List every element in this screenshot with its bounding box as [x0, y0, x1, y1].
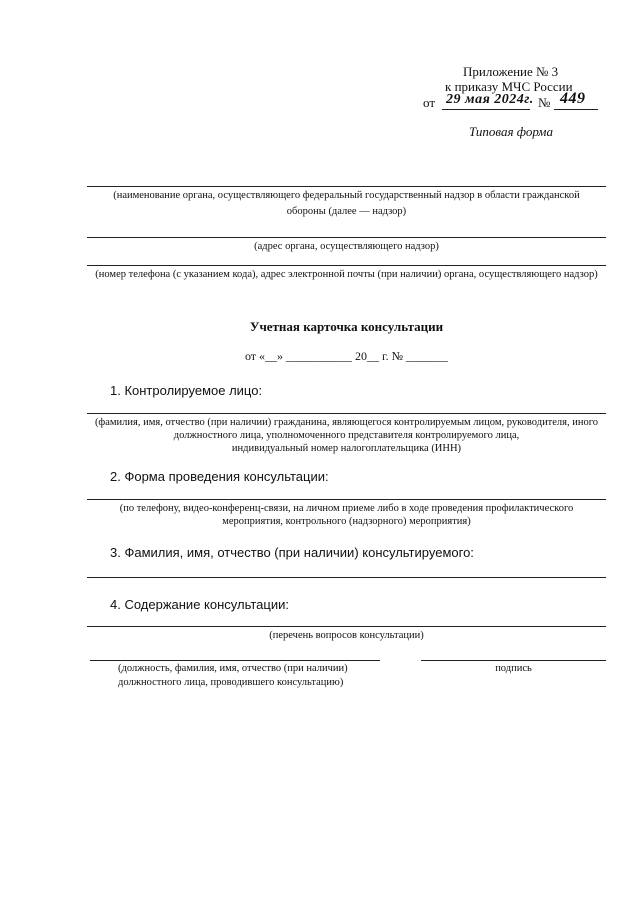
section-2-caption-2: мероприятия, контрольного (надзорного) мероприятия): [222, 516, 471, 527]
official-line: [90, 660, 380, 661]
order-date-underline: [442, 109, 530, 110]
form-type-label: Типовая форма: [469, 124, 553, 139]
organ-address-line: [87, 237, 606, 238]
section-2-line: [87, 499, 606, 500]
order-number-handwritten: 449: [560, 90, 586, 107]
organ-address-caption: (адрес органа, осуществляющего надзор): [254, 241, 439, 252]
signature-caption: подпись: [495, 663, 532, 674]
official-caption-1: (должность, фамилия, имя, отчество (при наличии): [118, 663, 348, 674]
order-date-handwritten: 29 мая 2024г.: [446, 92, 534, 107]
section-3-label: 3. Фамилия, имя, отчество (при наличии) консультируемого:: [110, 545, 474, 560]
section-2-label: 2. Форма проведения консультации:: [110, 469, 329, 484]
organ-name-line: [87, 186, 606, 187]
section-4-caption: (перечень вопросов консультации): [269, 630, 424, 641]
section-2-caption-1: (по телефону, видео-конференц-связи, на личном приеме либо в ходе проведения профилактического: [119, 503, 574, 514]
order-number-underline: [554, 109, 598, 110]
card-date-line: от «__» ___________ 20__ г. № _______: [244, 349, 449, 363]
order-date-prefix: от: [423, 95, 436, 110]
signature-line: [421, 660, 606, 661]
section-1-line: [87, 413, 606, 414]
official-caption-2: должностного лица, проводившего консультацию): [118, 677, 344, 688]
order-reference: к приказу МЧС России: [445, 79, 573, 94]
section-1-caption-2: должностного лица, уполномоченного представителя контролируемого лица,: [173, 430, 520, 441]
section-3-line: [87, 577, 606, 578]
organ-name-caption-2: обороны (далее — надзор): [286, 206, 407, 217]
section-1-caption-3: индивидуальный номер налогоплательщика (ИНН): [231, 443, 462, 454]
organ-name-caption-1: (наименование органа, осуществляющего федеральный государственный надзор в области гражданской: [113, 190, 580, 201]
section-1-label: 1. Контролируемое лицо:: [110, 383, 263, 398]
order-number-prefix: №: [538, 95, 551, 110]
organ-contacts-line: [87, 265, 606, 266]
organ-contacts-caption: (номер телефона (с указанием кода), адрес электронной почты (при наличии) органа, осуществляющего надзор): [95, 269, 598, 280]
section-4-label: 4. Содержание консультации:: [110, 597, 289, 612]
document-title: Учетная карточка консультации: [249, 319, 444, 334]
section-4-line: [87, 626, 606, 627]
appendix-number: Приложение № 3: [463, 64, 559, 79]
section-1-caption-1: (фамилия, имя, отчество (при наличии) гражданина, являющегося контролируемым лицом, руководителя, иного: [94, 417, 599, 428]
